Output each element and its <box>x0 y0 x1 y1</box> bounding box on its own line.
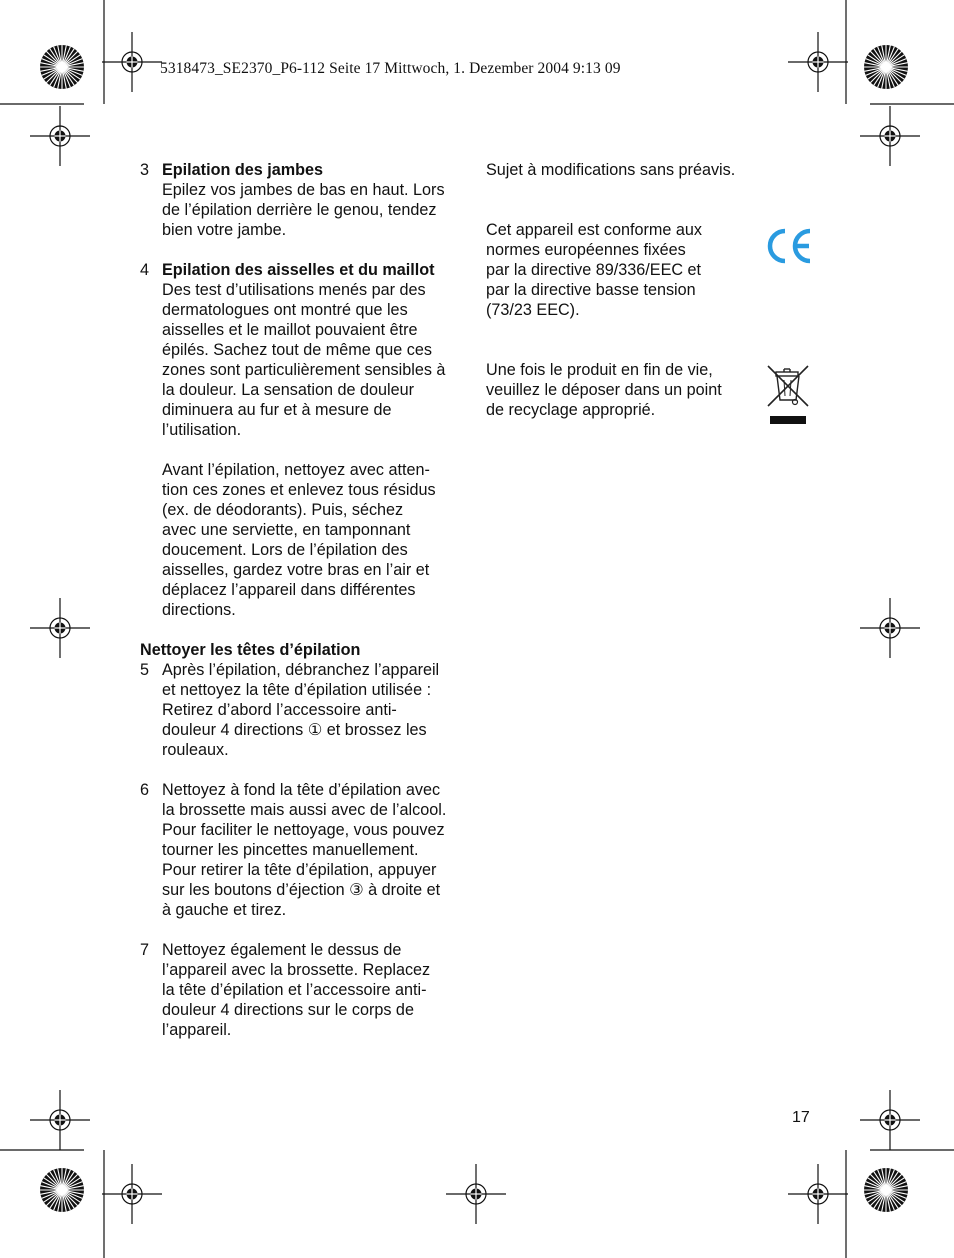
step-number: 7 <box>140 941 150 959</box>
registration-mark-icon <box>788 32 848 92</box>
starburst-target-icon <box>864 45 908 89</box>
step-line: avec une serviette, en tamponnant <box>162 521 411 539</box>
text-line: veuillez le déposer dans un point <box>486 381 722 399</box>
registration-mark-icon <box>446 1164 506 1224</box>
print-header: 5318473_SE2370_P6-112 Seite 17 Mittwoch, 1. Dezember 2004 9:13 09 <box>160 60 621 77</box>
step-line: et nettoyez la tête d’épilation utilisée : <box>162 681 432 699</box>
registration-mark-icon <box>30 598 90 658</box>
step-number: 4 <box>140 261 150 279</box>
registration-mark-icon <box>102 32 162 92</box>
registration-mark-icon <box>30 1090 90 1150</box>
step-line: la brossette mais aussi avec de l’alcool. <box>162 801 447 819</box>
step-line: sur les boutons d’éjection ③ à droite et <box>162 881 441 899</box>
step-number: 6 <box>140 781 150 799</box>
step-number: 5 <box>140 661 150 679</box>
page-number: 17 <box>792 1109 810 1126</box>
text-line: par la directive basse tension <box>486 281 696 299</box>
step-line: (ex. de déodorants). Puis, séchez <box>162 501 404 519</box>
step-line: Nettoyez également le dessus de <box>162 941 402 959</box>
step-line: rouleaux. <box>162 741 229 759</box>
step-line: la tête d’épilation et l’accessoire anti- <box>162 981 427 999</box>
section-heading: Nettoyer les têtes d’épilation <box>140 641 361 659</box>
step-line: Epilez vos jambes de bas en haut. Lors <box>162 181 445 199</box>
text-line: de recyclage approprié. <box>486 401 656 419</box>
step-line: bien votre jambe. <box>162 221 287 239</box>
step-line: déplacez l’appareil dans différentes <box>162 581 416 599</box>
step-line: l’appareil avec la brossette. Replacez <box>162 961 431 979</box>
text-line: Une fois le produit en fin de vie, <box>486 361 713 379</box>
step-line: la douleur. La sensation de douleur <box>162 381 414 399</box>
registration-mark-icon <box>860 1090 920 1150</box>
step-line: douleur 4 directions ① et brossez les <box>162 721 427 739</box>
step-line: l’utilisation. <box>162 421 242 439</box>
step-title: Epilation des jambes <box>162 161 324 179</box>
text-line: par la directive 89/336/EEC et <box>486 261 702 279</box>
starburst-target-icon <box>40 1168 84 1212</box>
step-line: épilés. Sachez tout de même que ces <box>162 341 432 359</box>
step-line: aisselles, gardez votre bras en l’air et <box>162 561 430 579</box>
step-line: zones sont particulièrement sensibles à <box>162 361 446 379</box>
step-line: Avant l’épilation, nettoyez avec atten- <box>162 461 430 479</box>
registration-mark-icon <box>102 1164 162 1224</box>
step-line: tourner les pincettes manuellement. <box>162 841 419 859</box>
step-line: dermatologues ont montré que les <box>162 301 408 319</box>
step-line: Des test d’utilisations menés par des <box>162 281 426 299</box>
step-line: Retirez d’abord l’accessoire anti- <box>162 701 397 719</box>
step-line: doucement. Lors de l’épilation des <box>162 541 408 559</box>
step-line: Pour faciliter le nettoyage, vous pouvez <box>162 821 445 839</box>
step-line: directions. <box>162 601 236 619</box>
step-line: douleur 4 directions sur le corps de <box>162 1001 414 1019</box>
step-line: diminuera au fur et à mesure de <box>162 401 392 419</box>
step-title: Epilation des aisselles et du maillot <box>162 261 435 279</box>
step-line: l’appareil. <box>162 1021 232 1039</box>
starburst-target-icon <box>864 1168 908 1212</box>
step-line: tion ces zones et enlevez tous résidus <box>162 481 436 499</box>
registration-mark-icon <box>30 106 90 166</box>
text-line: (73/23 EEC). <box>486 301 580 319</box>
step-line: aisselles et le maillot pouvaient être <box>162 321 418 339</box>
registration-mark-icon <box>788 1164 848 1224</box>
text-line: normes européennes fixées <box>486 241 686 259</box>
step-line: Nettoyez à fond la tête d’épilation avec <box>162 781 441 799</box>
starburst-target-icon <box>40 45 84 89</box>
step-line: Pour retirer la tête d’épilation, appuyer <box>162 861 437 879</box>
text-line: Cet appareil est conforme aux <box>486 221 702 239</box>
registration-mark-icon <box>860 598 920 658</box>
step-line: Après l’épilation, débranchez l’appareil <box>162 661 440 679</box>
step-number: 3 <box>140 161 150 179</box>
step-line: de l’épilation derrière le genou, tendez <box>162 201 437 219</box>
registration-mark-icon <box>860 106 920 166</box>
modification-notice: Sujet à modifications sans préavis. <box>486 161 736 179</box>
step-line: à gauche et tirez. <box>162 901 287 919</box>
